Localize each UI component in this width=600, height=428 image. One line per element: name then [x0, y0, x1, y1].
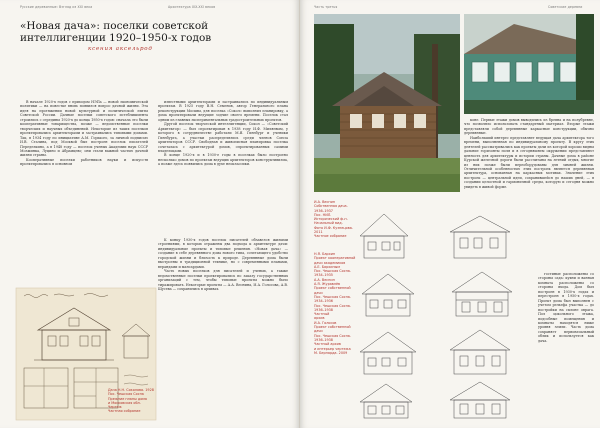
left-text-column-1: [20, 100, 148, 286]
paragraph: В конце 1920-х и в 1930-е годы в поселках было построено несколько домов по проектам ведущих архитекторов конструктивизма, а позже здесь появились дома в духе неоклассики.: [158, 153, 288, 167]
article-author: ксения аксельрод: [88, 46, 153, 52]
right-page: [300, 0, 600, 428]
drawings-caption-2: Н.Я. Бархин Проект кооперативной дачи академиков А.Е. Бархиным Пос. Чешская Сосна. 1934–1935 А.А. Веснин А.Я. Журавлёв Проект собственной дачи Пос. Чешская Сосна. 1934–1936 Пос. Чешская Сосна. 1936–1938 Частный архив И.А. Голосов Проект собственной дачи Пос. Чешская Сосна. 1936–1938 Частный архив и интерьер чертежа М. Бернарда. 2009: [314, 252, 356, 355]
paragraph: Часть новых поселков для писателей и ученых, а также ведомственные поселки проектировались по заказу государственных организаций с тем, чтобы типовые проекты можно было тиражировать. Некоторые проекты — А.А. Веснина, И.А. Голосова, А.В. Щусева — сохранились в архивах.: [158, 269, 288, 291]
dacha-veranda-photo-2: [464, 14, 594, 114]
article-title: «Новая дача»: поселки советской интеллигенции 1920–1950-х годов: [20, 20, 212, 44]
paragraph: К концу 1930-х годов поселок писателей обзавелся жилыми строениями, в которых отражены два подхода к архитектуре дачи: индивидуальные проекты и типовые решения. «Новая дача» — создание в себе деревянного дома нового типа, сочетающего удобство городской жизни и близость к природе. Деревянные дома были выстроены в традиционной технике, но с современными планами, верандами и мансардами.: [158, 238, 288, 269]
paragraph: известными архитекторами и застраивались по индивидуальным проектам. В 1925 году В.Н. Семенов, автор Генерального плана реконструкции Москвы, для поселка «Сокол» выполнил планировку, а дома проектировали ведущие зодчие своего времени. Поселок стал одним из главных экспериментальных градостроительных проектов.: [158, 100, 288, 122]
dacha-elevations-drawings: [354, 196, 534, 422]
sketch-caption: Дача Н.Н. Соколова. 1928 Пос. Чешская Сосна Прежние планы дома и Московская обл. Чертеж Частная собрание: [108, 388, 154, 414]
paragraph: В начале 1920-х годов с приходом НЭПа — новой экономической политики — на повестке вновь появился вопрос дачной жизни. Эта идея на протяжении новой культурной и политической элиты Советской России. Дачные поселки советского истеблишмента строились с середины 1920-х до конца 1950-х годов: сначала это были кооперативные товарищества, позже — ведомственные поселки творческих и научных объединений. Некоторые из таких поселков проектировались архитекторами и застраивались типовыми домами. Так, в 1934 году по инициативе А.М. Горького, за личной подписью И.В. Сталина, под Москвой был построен поселок писателей Переделкино, а в 1948 году — поселок ученых Академии наук СССР Мозжинка, Луцино и Абрамцево; они стали важной частью дачной жизни страны.: [20, 100, 148, 158]
left-text-column-2b: [158, 238, 288, 418]
paragraph: Другой поселок творческой интеллигенции, Сокол — «Советский Архитектор» — был спроектирован в 1938 году И.Ф. Миляевым, у которого в сотрудничестве работали М.Я. Гинзбург и ученики Гинзбурга, а участки распределялись среди членов Союза архитекторов СССР. Свободная и живописная планировка поселка сочеталась с архитектурой домов, спроектированных самими владельцами.: [158, 122, 288, 153]
running-head-right: Архитектура XIX-XXI веков: [168, 5, 216, 9]
photo-caption-1: И.А. Веснин Собственная дача. 1936–1937 Пос. НИЛ. Исторический ф-н. Начальный вид. Фото И.Ф. Кузнецова. 2011 Частное собрание: [314, 200, 353, 239]
running-head-left: Часть третья: [314, 5, 338, 9]
paragraph: гостиные расположены со стороны сада: кухни и ванная комната расположены со стороны входа. Дом был построен в 1930-х годах и перестроен в 1950-х годах. Проект дома был выполнен с учетом рельефа участка — до постройки на склоне оврага. Пол цокольного этажа, подсобные помещения и комнаты находятся ниже уровня земли. Часть дома сохраняет первоначальный облик и используется как дача.: [538, 272, 594, 343]
paragraph: Наибольший интерес представляет ведущая дача архитектора того времени, выполненная по индивидуальному проекту. В кругу этих деятелей рассматривались как проекты дачи из которой хорошо видны дальние горизонты поля и в сегодняшнем окружении представляют ценность для архитектуры и истории страны. Дачные дома в районе Курской железной дороги были рассчитаны на летний отдых, многие из них позже были переоборудованы для зимней жизни. Отличительной особенностью этих построек является деревянная архитектура, основанная на каркасных мотивах. Значение этих построек — центральной идеи, сохранившейся до наших дней, — в создании целостной и гармоничной среды, которую и сегодня можно увидеть в живой форме.: [464, 135, 594, 189]
running-head-right: Советские деревни: [548, 5, 583, 9]
paragraph: коне. Первые этажи домов выводились из бревна и на полубревне, что позволяло использовать стандартный материал. Вторые этажи представляли собой деревянные каркасные конструкции, обычно деревянные.: [464, 118, 594, 136]
running-head-left: Русские деревянные: Взгляд из XXI века: [20, 5, 93, 9]
paragraph: Кооперативные поселки работников науки и искусств проектировались в основном: [20, 157, 148, 167]
right-text-column-bottom: [538, 272, 594, 422]
wooden-house-photo-1: [314, 14, 460, 192]
left-text-column-2: [158, 100, 288, 232]
